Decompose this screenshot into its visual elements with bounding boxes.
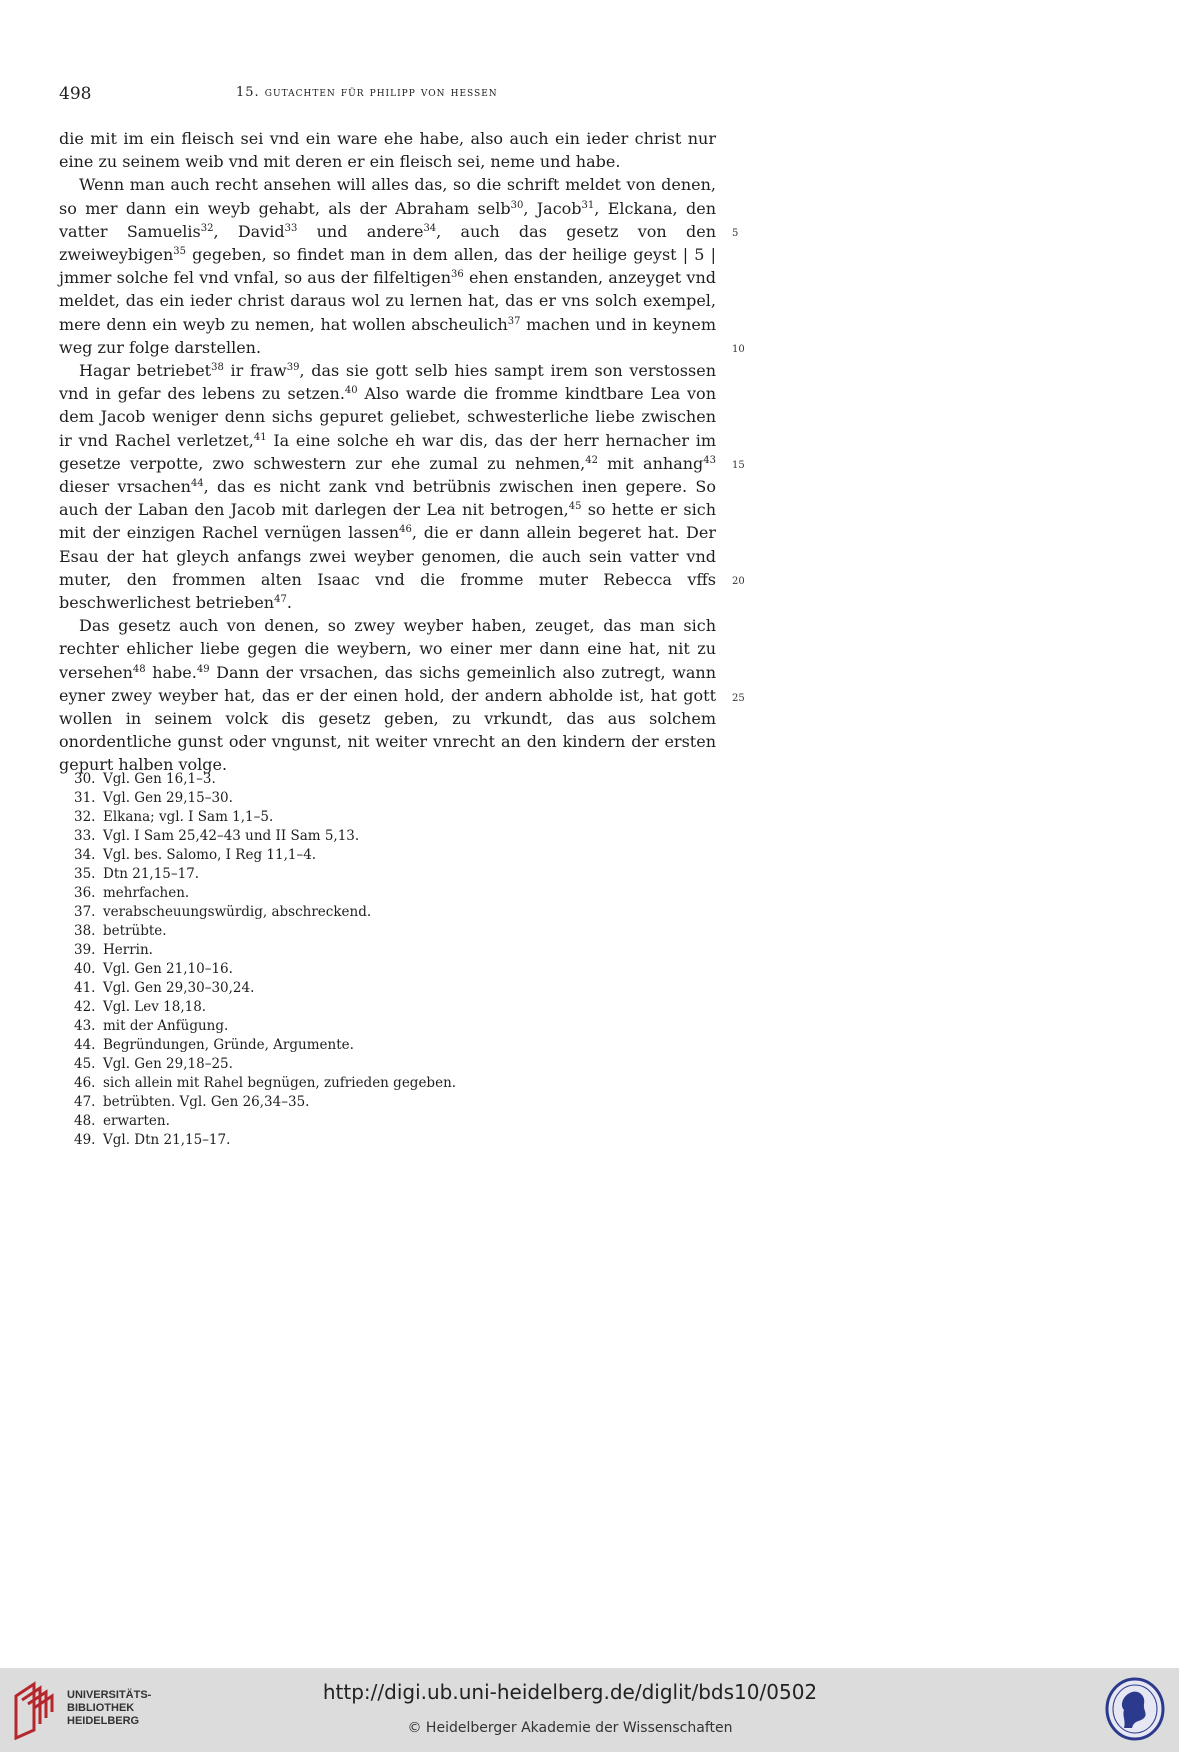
library-name-line: HEIDELBERG [67,1715,140,1727]
footnote-ref[interactable]: 40 [344,385,358,397]
footnote-text: Elkana; vgl. I Sam 1,1–5. [103,809,274,825]
footnote-number: 35. [74,866,96,882]
footnote-number: 39. [74,942,96,958]
footnote-number: 38. [74,923,96,939]
footnote-number: 49. [74,1132,96,1148]
footnote-ref[interactable]: 36 [451,269,464,281]
footer-bar [0,1668,1179,1752]
text-span: . [286,593,292,613]
footnote-item [74,827,674,846]
footnote-text: Vgl. Gen 29,15–30. [103,790,233,806]
page-number: 498 [59,84,92,104]
footnote-ref[interactable]: 38 [211,362,224,374]
footnote-number: 48. [74,1113,96,1129]
footnote-item [74,1112,674,1131]
footnote-ref[interactable]: 35 [173,246,187,258]
footnote-ref[interactable]: 47 [274,594,287,606]
footnote-item [74,846,674,865]
line-number: 10 [732,344,745,355]
footnote-ref[interactable]: 44 [190,478,204,490]
footnote-number: 36. [74,885,96,901]
library-logo-icon [12,1678,62,1740]
library-name [67,1689,151,1728]
footnote-item [74,903,674,922]
footnote-text: Vgl. Gen 29,18–25. [103,1056,233,1072]
footnote-text: sich allein mit Rahel begnügen, zufrieden gegeben. [103,1075,457,1091]
footnote-item [74,1017,674,1036]
footnote-item [74,1036,674,1055]
footnote-item [74,865,674,884]
text-span: , auch das gesetz von den zweiweybigen [59,221,717,265]
text-span: dieser vrsachen [59,477,191,497]
footnote-number: 37. [74,904,96,920]
line-number: 20 [732,576,745,587]
paragraph-1 [59,127,716,173]
footnote-ref[interactable]: 31 [581,199,595,211]
footnote-text: erwarten. [103,1113,170,1129]
footnote-text: Vgl. bes. Salomo, I Reg 11,1–4. [103,847,317,863]
footnote-item [74,789,674,808]
text-span: machen und in keynem weg zur folge darstellen. [59,314,717,357]
text-span: Ia eine solche eh war dis, das der herr hernacher im gesetze verpotte, zwo schwestern zur ehe zumal zu nehmen, [59,430,717,473]
text-span: ehen enstanden, anzeyget vnd meldet, das ein ieder christ daraus wol zu lernen hat, das er vns solch exempel, mere denn ein weyb zu nemen, hat wollen abscheulich [59,268,716,334]
footnote-ref[interactable]: 41 [253,431,267,443]
footnote-item [74,941,674,960]
footnote-item [74,1131,674,1150]
text-span: ir fraw [223,361,287,381]
footnote-number: 34. [74,847,96,863]
library-name-line: BIBLIOTHEK [67,1702,135,1714]
footnote-item [74,808,674,827]
footnote-number: 32. [74,809,96,825]
text-span: Wenn man auch recht ansehen will alles das, so die schrift meldet von denen, so mer dann ein weyb gehabt, als der Abraham selb [59,175,716,218]
footnote-ref[interactable]: 45 [568,501,582,513]
footnote-ref[interactable]: 48 [132,663,146,675]
footnote-number: 47. [74,1094,96,1110]
text-span: Hagar betriebet [79,361,212,381]
line-number: 15 [732,460,745,471]
footnote-ref[interactable]: 49 [196,663,210,675]
text-span: , David [213,221,285,241]
footnote-item [74,1074,674,1093]
line-number: 25 [732,693,745,704]
footnote-item [74,922,674,941]
text-span: und andere [297,221,424,241]
main-text [59,127,716,777]
line-number: 5 [732,228,739,239]
footnote-ref[interactable]: 33 [284,222,298,234]
running-head: 15. gutachten für philipp von hessen [236,85,498,100]
footnote-ref[interactable]: 39 [286,362,300,374]
footnote-text: Dtn 21,15–17. [103,866,200,882]
footnote-number: 31. [74,790,96,806]
text-span: Dann der vrsachen, das sichs gemeinlich also zutregt, wann eyner zwey weyber hat, das er der einen hold, der andern abholde ist, hat gott wollen in seinem volck dis gesetz geben, zu vrkundt, das aus solchem onordentliche gunst oder vngunst, nit weiter vnrecht an den kindern der ersten gepurt halben volge. [59,662,716,775]
footnote-text: Herrin. [103,942,153,958]
footnote-ref[interactable]: 32 [200,222,214,234]
text-span: , Elckana, den vatter Samuelis [59,198,716,241]
footnote-number: 46. [74,1075,96,1091]
footnote-number: 30. [74,771,96,787]
text-span: , das sie gott selb hies sampt irem son verstossen vnd in gefar des lebens zu setzen. [59,361,716,404]
text-span: , Jacob [523,198,582,218]
footnote-number: 41. [74,980,96,996]
footnote-number: 40. [74,961,96,977]
footnote-item [74,770,674,789]
text-span: die mit im ein fleisch sei vnd ein ware ehe habe, also auch ein ieder christ nur eine zu seinem weib vnd mit deren er ein fleisch sei, neme und habe. [59,129,716,172]
footnote-text: betrübten. Vgl. Gen 26,34–35. [103,1094,310,1110]
footnote-item [74,1093,674,1112]
footnote-ref[interactable]: 30 [510,199,524,211]
footnote-ref[interactable]: 42 [585,454,598,466]
footnote-text: Vgl. I Sam 25,42–43 und II Sam 5,13. [103,828,360,844]
footnote-ref[interactable]: 46 [399,524,412,536]
footnote-ref[interactable]: 43 [703,454,717,466]
footnotes [74,770,674,1150]
footnote-item [74,884,674,903]
text-span: , das es nicht zank vnd betrübnis zwischen inen gepere. So auch der Laban den Jacob mit darlegen der Lea nit betrogen, [59,477,716,520]
library-name-line: UNIVERSITÄTS- [67,1689,152,1701]
text-span: , die er dann allein begeret hat. Der Esau der hat gleych anfangs zwei weyber genomen, die auch sein vatter vnd muter, den frommen alten Isaac vnd die fromme muter Rebecca vffs beschwerlichest betrieben [59,523,716,613]
text-span: Also warde die fromme kindtbare Lea von dem Jacob weniger denn sichs gepuret geliebet, schwesterliche liebe zwischen ir vnd Rachel verletzet, [59,384,716,450]
academy-seal-icon [1104,1676,1166,1742]
footnote-ref[interactable]: 34 [423,222,437,234]
footnote-number: 44. [74,1037,96,1053]
footnote-text: verabscheuungswürdig, abschreckend. [103,904,372,920]
footnote-text: Vgl. Lev 18,18. [103,999,207,1015]
footnote-text: mehrfachen. [103,885,190,901]
footnote-ref[interactable]: 37 [507,315,521,327]
footnote-text: mit der Anfügung. [103,1018,229,1034]
footnote-text: Vgl. Gen 21,10–16. [103,961,233,977]
paragraph-2 [59,173,716,359]
footnote-number: 43. [74,1018,96,1034]
footnote-item [74,979,674,998]
text-span: gegeben, so findet man in dem allen, das der heilige geyst | 5 | jmmer solche fel vnd vnfal, so aus der filfeltigen [59,245,716,288]
footnote-text: Vgl. Gen 29,30–30,24. [103,980,255,996]
footnote-text: betrübte. [103,923,167,939]
footnote-number: 33. [74,828,96,844]
text-span: mit anhang [597,453,704,473]
text-span: so hette er sich mit der einzigen Rachel vernügen lassen [59,500,717,543]
footnote-text: Vgl. Gen 16,1–3. [103,771,216,787]
text-span: habe. [145,662,197,682]
footnote-number: 45. [74,1056,96,1072]
footnote-item [74,998,674,1017]
footnote-number: 42. [74,999,96,1015]
footnote-item [74,960,674,979]
permalink-url[interactable]: http://digi.ub.uni-heidelberg.de/diglit/bds10/0502 [322,1680,818,1704]
paragraph-4 [59,614,716,776]
paragraph-3 [59,359,716,614]
footnote-text: Begründungen, Gründe, Argumente. [103,1037,354,1053]
footnote-item [74,1055,674,1074]
footnote-text: Vgl. Dtn 21,15–17. [103,1132,231,1148]
copyright-notice: © Heidelberger Akademie der Wissenschaften [407,1720,733,1736]
text-span: Das gesetz auch von denen, so zwey weyber haben, zeuget, das man sich rechter ehlicher liebe gegen die weybern, wo einer mer dann eine hat, nit zu versehen [59,616,716,682]
